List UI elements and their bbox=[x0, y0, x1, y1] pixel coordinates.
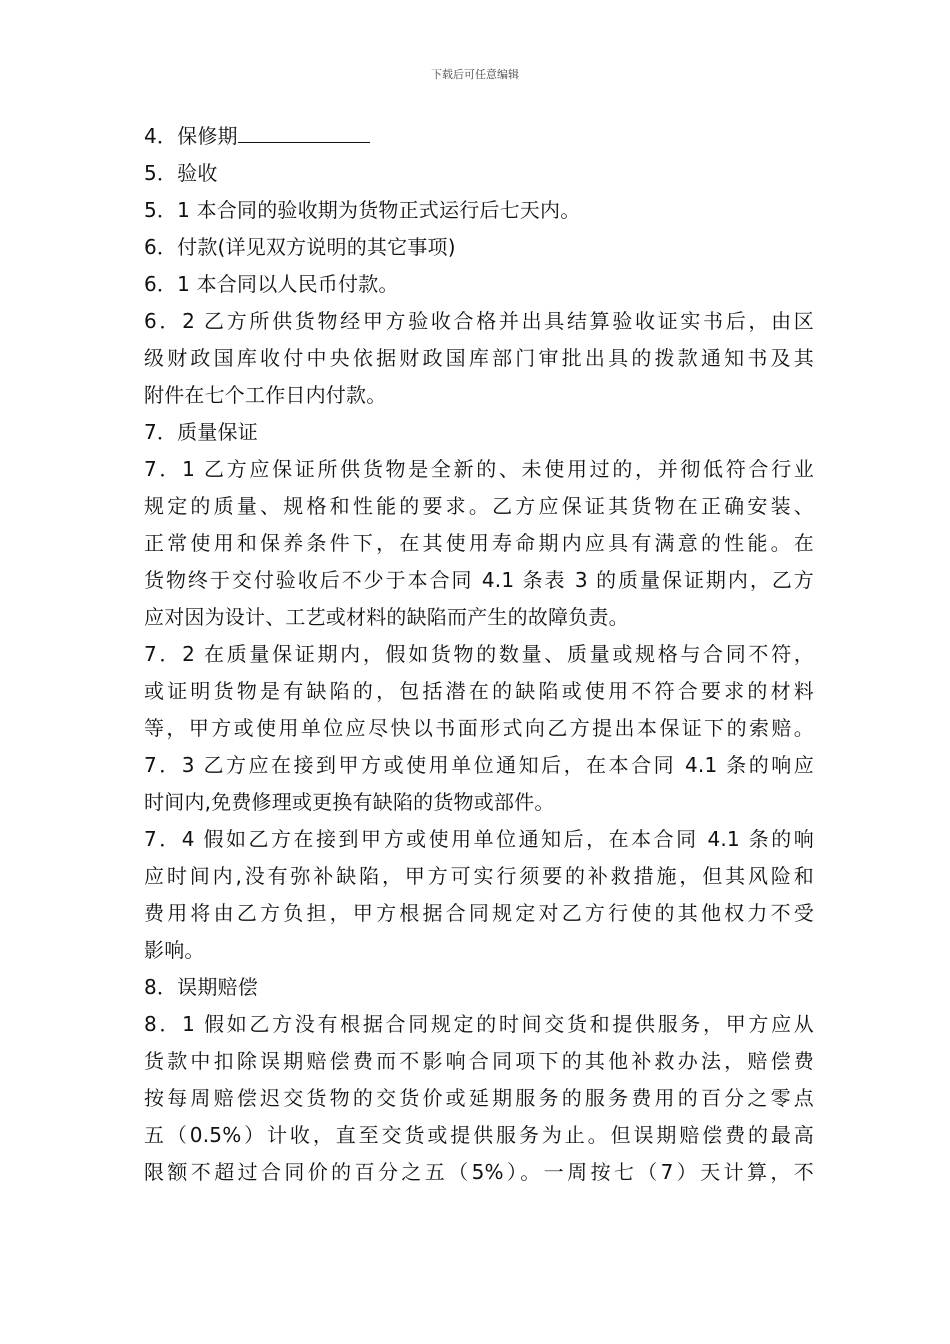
text-line bbox=[144, 377, 814, 414]
text-line bbox=[144, 488, 814, 525]
text-line bbox=[144, 747, 814, 784]
text-line bbox=[144, 1006, 814, 1043]
text-line bbox=[144, 1080, 814, 1117]
text-line bbox=[144, 525, 814, 562]
text-line-content: 8．误期赔偿 bbox=[144, 975, 258, 999]
text-line-content: 正常使用和保养条件下，在其使用寿命期内应具有满意的性能。在 bbox=[144, 531, 814, 555]
text-line bbox=[144, 414, 814, 451]
text-line-content: 7．3 乙方应在接到甲方或使用单位通知后，在本合同 4.1 条的响应 bbox=[144, 753, 814, 777]
text-line-content: 7．质量保证 bbox=[144, 420, 258, 444]
text-line bbox=[144, 451, 814, 488]
text-line-content: 6．2 乙方所供货物经甲方验收合格并出具结算验收证实书后，由区 bbox=[144, 309, 814, 333]
text-line bbox=[144, 229, 814, 266]
text-line-content: 时间内,免费修理或更换有缺陷的货物或部件。 bbox=[144, 790, 555, 814]
contract-body bbox=[144, 118, 814, 1191]
text-line bbox=[144, 969, 814, 1006]
text-line-content: 8．1 假如乙方没有根据合同规定的时间交货和提供服务，甲方应从 bbox=[144, 1012, 814, 1036]
text-line bbox=[144, 562, 814, 599]
text-line-content: 7．4 假如乙方在接到甲方或使用单位通知后，在本合同 4.1 条的响 bbox=[144, 827, 814, 851]
text-line-content: 按每周赔偿迟交货物的交货价或延期服务的服务费用的百分之零点 bbox=[144, 1086, 814, 1110]
text-line-content: 7．2 在质量保证期内，假如货物的数量、质量或规格与合同不符， bbox=[144, 642, 814, 666]
text-line-content: 级财政国库收付中央依据财政国库部门审批出具的拨款通知书及其 bbox=[144, 346, 814, 370]
text-line bbox=[144, 266, 814, 303]
text-line-content: 影响。 bbox=[144, 938, 205, 962]
text-line-content: 限额不超过合同价的百分之五（5%）。一周按七（7）天计算，不 bbox=[144, 1160, 814, 1184]
text-line bbox=[144, 821, 814, 858]
text-line bbox=[144, 192, 814, 229]
text-line bbox=[144, 710, 814, 747]
text-line bbox=[144, 784, 814, 821]
text-line-content: 4．保修期 bbox=[144, 124, 238, 148]
text-line-content: 应时间内,没有弥补缺陷，甲方可实行须要的补救措施，但其风险和 bbox=[144, 864, 814, 888]
fill-in-blank bbox=[238, 123, 370, 143]
text-line-content: 货款中扣除误期赔偿费而不影响合同项下的其他补救办法，赔偿费 bbox=[144, 1049, 814, 1073]
text-line-content: 附件在七个工作日内付款。 bbox=[144, 383, 387, 407]
text-line bbox=[144, 303, 814, 340]
text-line-content: 或证明货物是有缺陷的，包括潜在的缺陷或使用不符合要求的材料 bbox=[144, 679, 814, 703]
text-line bbox=[144, 636, 814, 673]
text-line-content: 等，甲方或使用单位应尽快以书面形式向乙方提出本保证下的索赔。 bbox=[144, 716, 814, 740]
page-header-note: 下载后可任意编辑 bbox=[431, 68, 519, 81]
text-line-content: 费用将由乙方负担，甲方根据合同规定对乙方行使的其他权力不受 bbox=[144, 901, 814, 925]
text-line-content: 6．1 本合同以人民币付款。 bbox=[144, 272, 399, 296]
text-line-content: 五（0.5%）计收，直至交货或提供服务为止。但误期赔偿费的最高 bbox=[144, 1123, 814, 1147]
text-line bbox=[144, 858, 814, 895]
text-line-content: 5．1 本合同的验收期为货物正式运行后七天内。 bbox=[144, 198, 581, 222]
text-line bbox=[144, 340, 814, 377]
text-line-content: 6．付款(详见双方说明的其它事项) bbox=[144, 235, 456, 259]
text-line bbox=[144, 673, 814, 710]
text-line bbox=[144, 599, 814, 636]
text-line bbox=[144, 1117, 814, 1154]
text-line bbox=[144, 932, 814, 969]
text-line bbox=[144, 1043, 814, 1080]
text-line-content: 应对因为设计、工艺或材料的缺陷而产生的故障负责。 bbox=[144, 605, 629, 629]
text-line bbox=[144, 155, 814, 192]
text-line bbox=[144, 1154, 814, 1191]
text-line-content: 货物终于交付验收后不少于本合同 4.1 条表 3 的质量保证期内，乙方 bbox=[144, 568, 814, 592]
text-line-content: 7．1 乙方应保证所供货物是全新的、未使用过的，并彻低符合行业 bbox=[144, 457, 814, 481]
text-line bbox=[144, 895, 814, 932]
text-line bbox=[144, 118, 814, 155]
text-line-content: 5．验收 bbox=[144, 161, 218, 185]
text-line-content: 规定的质量、规格和性能的要求。乙方应保证其货物在正确安装、 bbox=[144, 494, 814, 518]
